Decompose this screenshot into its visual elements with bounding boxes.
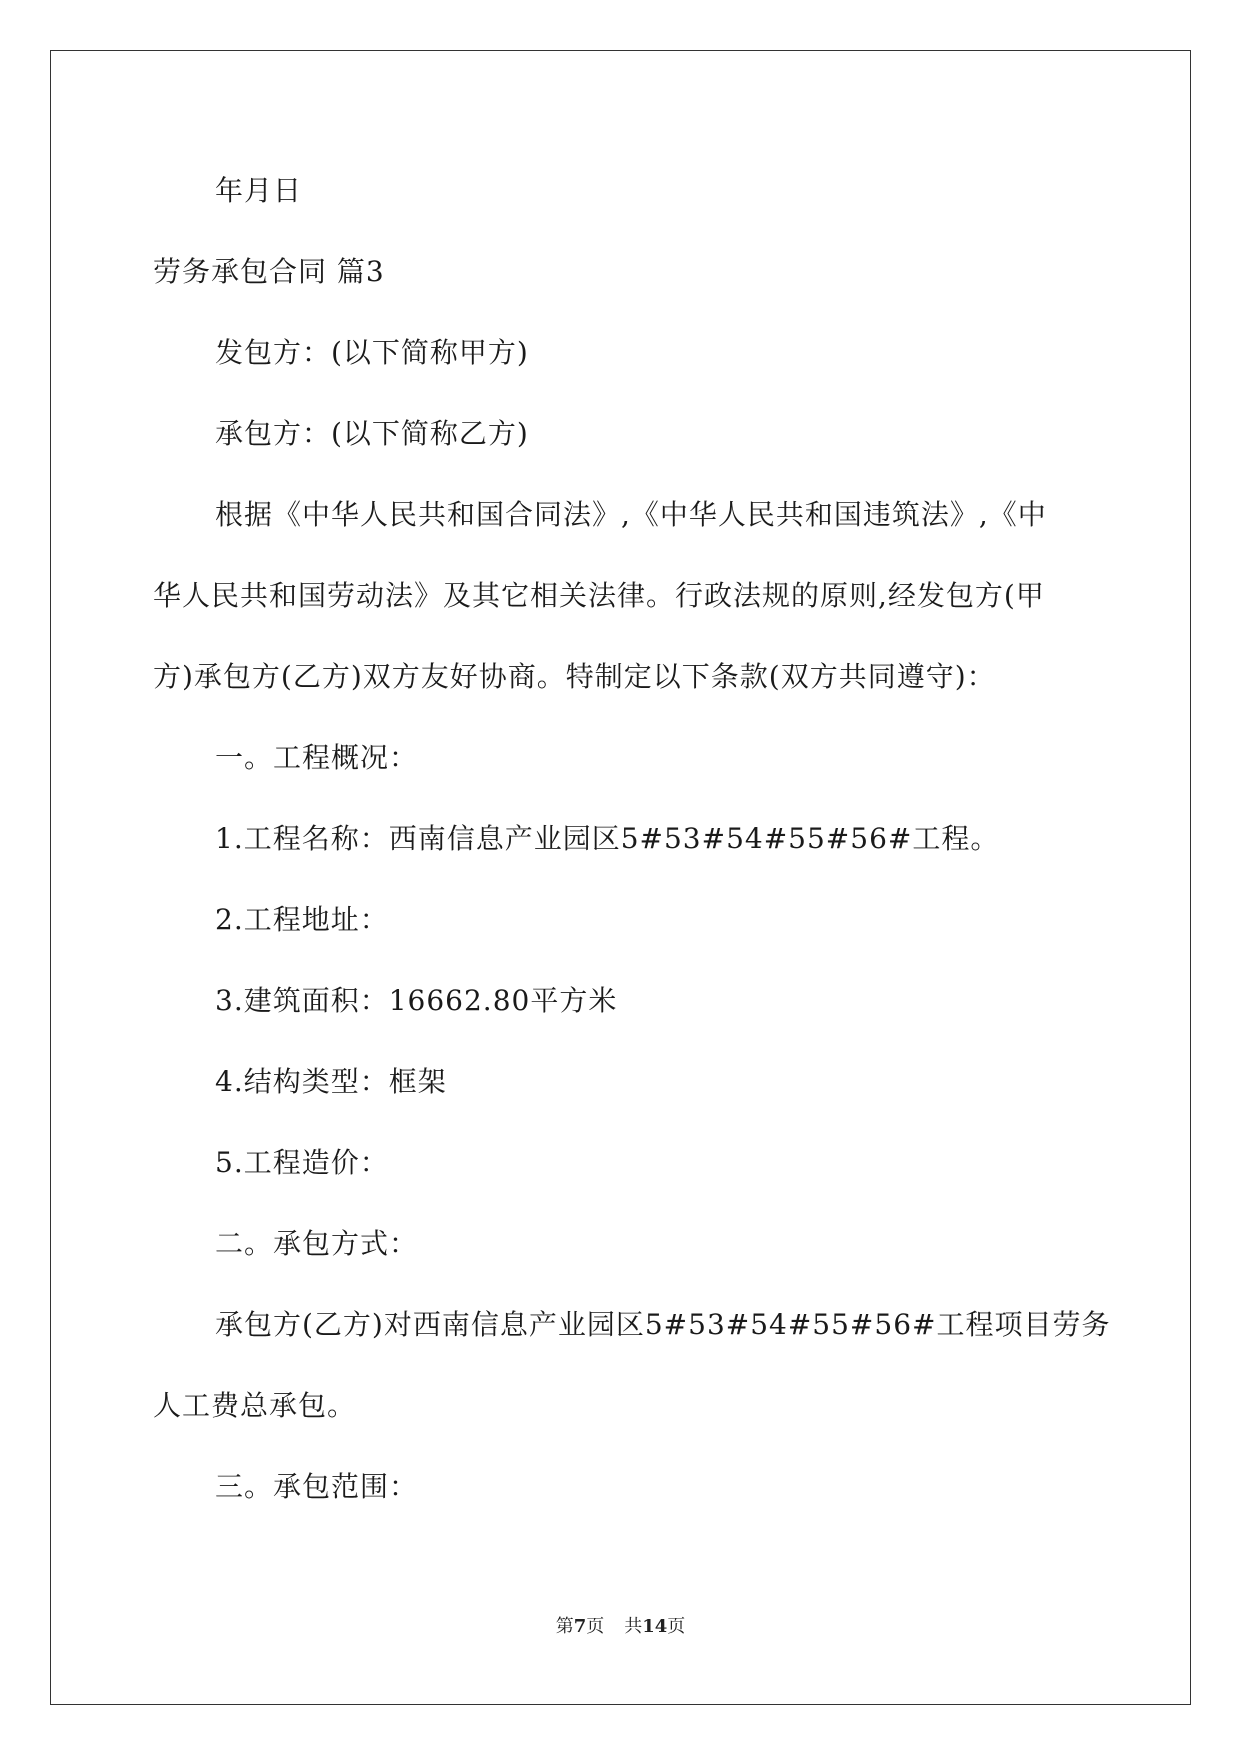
- page-footer: [0, 1612, 1241, 1638]
- footer-prefix: 第: [555, 1616, 574, 1637]
- paragraph-line: 华人民共和国劳动法》及其它相关法律。行政法规的原则,经发包方(甲: [153, 579, 1045, 612]
- structure-type-line: 4.结构类型：框架: [215, 1065, 447, 1098]
- heading-contract-scope: 三。承包范围：: [215, 1470, 419, 1503]
- footer-total-suffix: 页: [667, 1616, 686, 1637]
- project-name-line: 1.工程名称：西南信息产业园区5#53#54#55#56#工程。: [215, 822, 1000, 855]
- paragraph-line: 人工费总承包。: [153, 1389, 357, 1422]
- project-address-line: 2.工程地址：: [215, 903, 389, 936]
- paragraph-line: 方)承包方(乙方)双方友好协商。特制定以下条款(双方共同遵守)：: [153, 660, 996, 693]
- building-area-line: 3.建筑面积：16662.80平方米: [215, 984, 618, 1017]
- party-b-line: 承包方：(以下简称乙方): [215, 417, 529, 450]
- current-page-number: 7: [573, 1616, 587, 1637]
- document-body: [153, 150, 1111, 1527]
- paragraph-line: 根据《中华人民共和国合同法》,《中华人民共和国违筑法》,《中: [215, 498, 1047, 531]
- project-cost-line: 5.工程造价：: [215, 1146, 389, 1179]
- footer-total-prefix: 共: [624, 1616, 643, 1637]
- date-line: 年月日: [215, 174, 303, 207]
- party-a-line: 发包方：(以下简称甲方): [215, 336, 529, 369]
- total-pages-number: 14: [642, 1616, 668, 1637]
- section-title: 劳务承包合同 篇3: [153, 255, 385, 288]
- heading-contract-method: 二。承包方式：: [215, 1227, 419, 1260]
- heading-project-overview: 一。工程概况：: [215, 741, 419, 774]
- footer-page-suffix: 页: [586, 1616, 605, 1637]
- paragraph-line: 承包方(乙方)对西南信息产业园区5#53#54#55#56#工程项目劳务: [215, 1308, 1111, 1341]
